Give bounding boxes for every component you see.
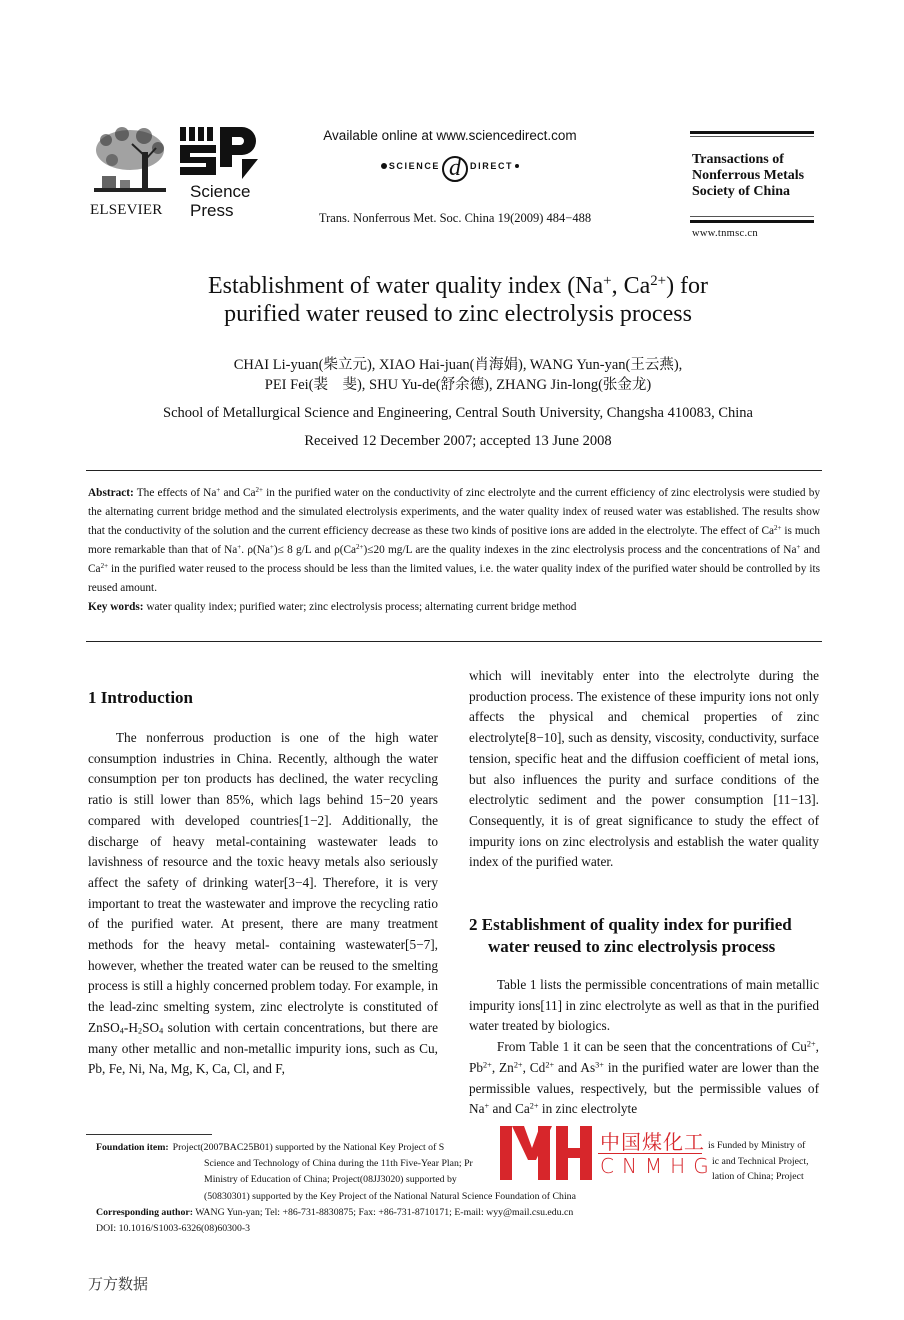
abstract [88,484,820,617]
author-line: CHAI Li-yuan(柴立元), XIAO Hai-juan(肖海娟), WANG Yun-yan(王云燕), [233,357,683,373]
sciencedirect-right-word: DIRECT [470,161,514,171]
abstract-label: Abstract: [88,487,134,499]
foundation-label: Foundation item: [96,1142,169,1153]
journal-rule-bottom-thin [690,216,814,217]
journal-rule-top [690,131,814,134]
cnmhg-watermark [498,1126,828,1182]
watermark-en-text: CNMHG [600,1154,717,1178]
journal-rule-top-thin [690,136,814,137]
foundation-line-tail: lation of China; Project [712,1171,804,1182]
section2-body [469,975,819,1120]
journal-url[interactable]: www.tnmsc.cn [692,228,758,239]
footnote-rule [86,1134,212,1135]
section2-paragraph-2: From Table 1 it can be seen that the concentrations of $Cu^{2+}$, $Pb^{2+}$, $Zn^{2+}$, $Cd^{2+}$ and $As^{3+}$ in the purified water are lower than the permissible values, respectively, but the permissible values of Na+ and $Ca^{2+}$ in zinc electrolyte [469,1039,820,1117]
abstract-bottom-rule [86,641,822,642]
section-heading-introduction: 1 Introduction [88,688,194,707]
journal-citation: Trans. Nonferrous Met. Soc. China 19(2009) 484−488 [318,211,592,225]
sciencedirect-left-word: SCIENCE [388,161,441,171]
keywords-label: Key words: [88,601,144,613]
article-title [120,272,796,328]
sciencedirect-dot-icon [515,164,519,168]
sciencedirect-dot-icon [381,163,387,169]
wanfang-source-label: 万方数据 [88,1275,149,1293]
right-column-body [469,666,819,873]
intro-paragraph-continued: which will inevitably enter into the electrolyte during the production process. The existence of these impurity ions not only affects the physical and chemical properties of zinc electrolyte[8−10], such as density, viscosity, conductivity, surface tension, specific heat and the diffusion coefficient of metal ions, but also influences the purity and surface conditions of the electrolytic sediment and the power consumption [11−13]. Consequently, it is of great significance to study the effect of impurity ions on zinc electrolysis and establish the water quality index of the purified water. [469,668,819,870]
journal-title-line: Nonferrous Metals [692,168,805,183]
sciencedirect-logo [350,148,550,184]
science-press-mark-icon [180,127,260,183]
elsevier-logo [88,124,176,220]
foundation-line-tail: ic and Technical Project, [712,1156,809,1167]
journal-title-line: Transactions of [692,152,784,167]
foundation-line: Ministry of Education of China; Project(08JJ3020) supported by [204,1174,457,1186]
sciencedirect-at-icon: d [442,151,468,182]
article-title-line1: Establishment of water quality index (Na+, $Ca^{2+}$) for [207,272,709,299]
science-press-word-2: Press [190,201,234,220]
left-column-body [88,728,438,1126]
received-dates: Received 12 December 2007; accepted 13 June 2008 [304,433,612,449]
abstract-body: Abstract: The effects of Na+ and $Ca^{2+}$ in the purified water on the conductivity of zinc electrolyte and the current efficiency of zinc electrolysis were studied by the alternating current bridge method and the simulated electrolysis experiments, and the water quality index of reused water was established. The results show that the conductivity of the solution and the current efficiency decrease as these two kinds of positive ions are added in the electrolyte. The effect of $Ca^{2+}$ is much more remarkable than that of Na+. ρ(Na+)≤ 8 g/L and $\rho(Ca^{2+})\le 20$ mg/L are the quality indexes in the zinc electrolysis process and the concentrations of Na+ and $Ca^{2+}$ in the purified water reused to the process should be less than the limited values, i.e. the water quality index of the purified water should be controlled by its reused amount. [88,486,821,594]
elsevier-tree-icon [92,126,168,198]
journal-rule-bottom [690,220,814,223]
abstract-top-rule [86,470,822,471]
author-list [100,355,816,395]
foundation-line-tail: is Funded by Ministry of [708,1140,806,1151]
keywords: Key words: water quality index; purified water; zinc electrolysis process; alternating current bridge method [88,601,577,613]
journal-title [692,152,804,200]
journal-title-line: Society of China [692,184,790,199]
doi[interactable]: DOI: 10.1016/S1003-6326(08)60300-3 [96,1223,251,1235]
author-line: PEI Fei(裴 斐), SHU Yu-de(舒余德), ZHANG Jin-long(张金龙) [264,377,652,393]
section2-paragraph-1: Table 1 lists the permissible concentrations of main metallic impurity ions[11] in zinc electrolyte as well as that in the purified water treated by biologics. [469,977,819,1034]
science-press-word-1: Science [190,182,251,201]
section-heading-text: 2 Establishment of quality index for purified water reused to zinc electrolysis process [469,915,792,956]
affiliation: School of Metallurgical Science and Engineering, Central South University, Changsha 410083, China [163,405,753,421]
watermark-cn-text: 中国煤化工 [600,1130,705,1154]
mh-logo-icon [500,1126,592,1180]
corresponding-author: Corresponding author: WANG Yun-yan; Tel: +86-731-8830875; Fax: +86-731-8710171; E-mail: wyy@mail.csu.edu.cn [96,1206,574,1218]
foundation-item: Foundation item: Project(2007BAC25B01) supported by the National Key Project of S [96,1140,822,1156]
science-press-logo [180,127,260,223]
elsevier-wordmark: ELSEVIER [90,202,163,218]
available-online-text: Available online at www.sciencedirect.com [323,128,577,143]
intro-paragraph: The nonferrous production is one of the high water consumption industries in China. Recently, although the water consumption per ton products has declined, the water recycling ratio is still lower than 85%, which lags behind 15−20 years compared with developed countries[1−2]. Additionally, the discharge of heavy metal-containing wastewater leads to lavishness of resource and the toxic heavy metals also seriously affect the safety of drinking water[3−4]. Therefore, it is very important to treat the wastewater and improve the recycling ratio of the purified water. At present, there are many treatment methods for the heavy metal- containing wastewater[5−7], however, whether the treated water can be reused to the smelting process is still a highly concerned problem today. For example, in the lead-zinc smelting system, zinc electrolyte is constituted of $ZnSO_4-H_2SO_4$ solution with certain concentrations, but there are many other metallic and non-metallic impurity ions, such as Cu, Pb, Fe, Ni, Na, Mg, K, Ca, Cl, and F, [88,730,438,1077]
foundation-line: (50830301) supported by the Key Project of the National Natural Science Foundation of China [204,1190,576,1202]
section-heading-establishment [469,914,821,958]
foundation-line: Science and Technology of China during the 11th Five-Year Plan; Pr [204,1158,473,1170]
article-title-line2: purified water reused to zinc electrolysis process [224,301,692,327]
